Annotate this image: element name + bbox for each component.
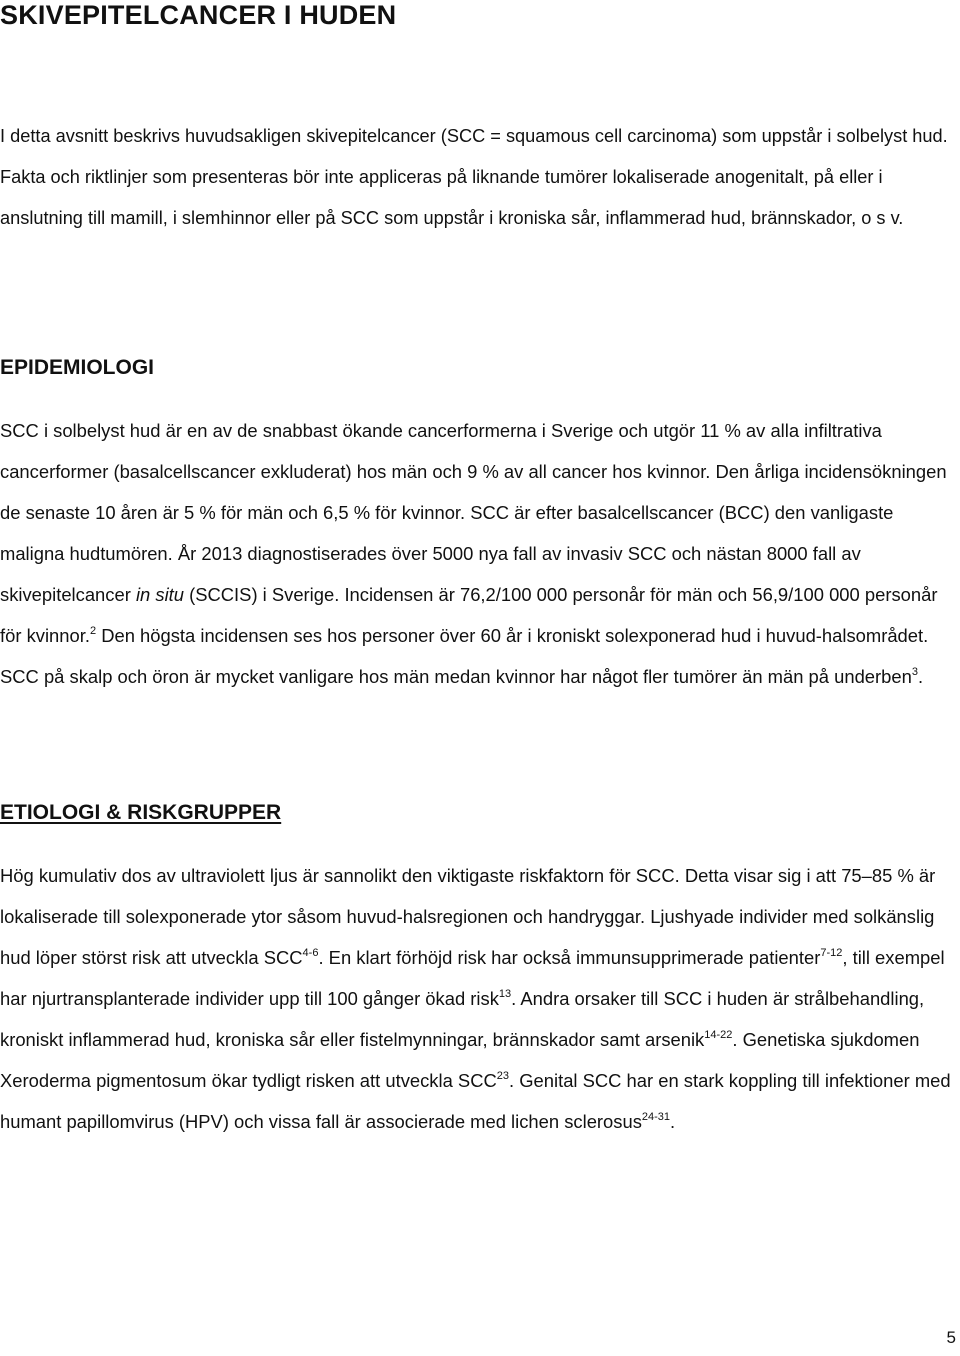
etiologi-heading: ETIOLOGI & RISKGRUPPER [0,801,282,824]
epidemiologi-text-4: . [917,666,924,687]
etiologi-text-4: . Andra orsaker till SCC i huden är strålbehandling, kroniskt inflammerad hud, kroniska sår eller fistelmynningar, brännskador samt arsenik [0,988,925,1050]
etiologi-text-6: . Genital SCC har en stark koppling till infektioner med humant papillomvirus (HPV) och vissa fall är associerade med lichen sclerosus [0,1070,951,1132]
reference-marker: 2 [89,625,97,637]
etiologi-section [0,801,955,1142]
reference-marker: 24-31 [641,1111,671,1123]
page-number: 5 [946,1328,956,1347]
etiologi-text-2: . En klart förhöjd risk har också immunsupprimerade patienter [318,947,821,968]
reference-marker: 4-6 [302,947,319,959]
reference-marker: 3 [911,666,918,678]
intro-paragraph: I detta avsnitt beskrivs huvudsakligen skivepitelcancer (SCC = squamous cell carcinoma) som uppstår i solbelyst hud. Fakta och riktlinjer som presenteras bör inte appliceras på liknande tumörer lokaliserade anogenitalt, på eller i anslutning till mamill, i slemhinnor eller på SCC som uppstår i kroniska sår, inflammerad hud, brännskador, o s v. [0,126,948,228]
epidemiologi-text-3: Den högsta incidensen ses hos personer över 60 år i kroniskt solexponerad hud i huvud-halsområdet. SCC på skalp och öron är mycket vanligare hos män medan kvinnor har något fler tumörer än män på underben [0,625,929,687]
epidemiologi-text-1: SCC i solbelyst hud är en av de snabbast ökande cancerformerna i Sverige och utgör 11 % av alla infiltrativa cancerformer (basalcellscancer exkluderat) hos män och 9 % av all cancer hos kvinnor. Den årliga incidensökningen de senaste 10 åren är 5 % för män och 6,5 % för kvinnor. SCC är efter basalcellscancer (BCC) den vanligaste maligna hudtumören. År 2013 diagnostiserades över 5000 nya fall av invasiv SCC och nästan 8000 fall av skivepitelcancer [0,420,947,605]
etiologi-text-5: . Genetiska sjukdomen Xeroderma pigmentosum ökar tydligt risken att utveckla SCC [0,1029,920,1091]
intro-section [0,116,955,239]
epidemiologi-text-2: (SCCIS) i Sverige. Incidensen är 76,2/100 000 personår för män och 56,9/100 000 personår för kvinnor. [0,584,938,646]
document-title: SKIVEPITELCANCER I HUDEN [0,0,397,30]
etiologi-text-1: Hög kumulativ dos av ultraviolett ljus är sannolikt den viktigaste riskfaktorn för SCC. Detta visar sig i att 75–85 % är lokaliserade till solexponerade ytor såsom huvud-halsregionen och handryggar. Ljushyade individer med solkänslig hud löper störst risk att utveckla SCC [0,865,936,968]
reference-marker: 13 [498,988,512,1000]
epidemiologi-italic-in-situ: in situ [135,584,184,605]
etiologi-text-7: . [670,1111,676,1132]
epidemiologi-heading: EPIDEMIOLOGI [0,356,155,379]
reference-marker: 7-12 [820,947,843,959]
epidemiologi-paragraph [0,410,955,697]
etiologi-text-3: , till exempel har njurtransplanterade individer upp till 100 gånger ökad risk [0,947,945,1009]
reference-marker: 23 [496,1070,510,1082]
reference-marker: 14-22 [704,1029,733,1041]
epidemiologi-section [0,356,955,697]
etiologi-paragraph [0,855,955,1142]
